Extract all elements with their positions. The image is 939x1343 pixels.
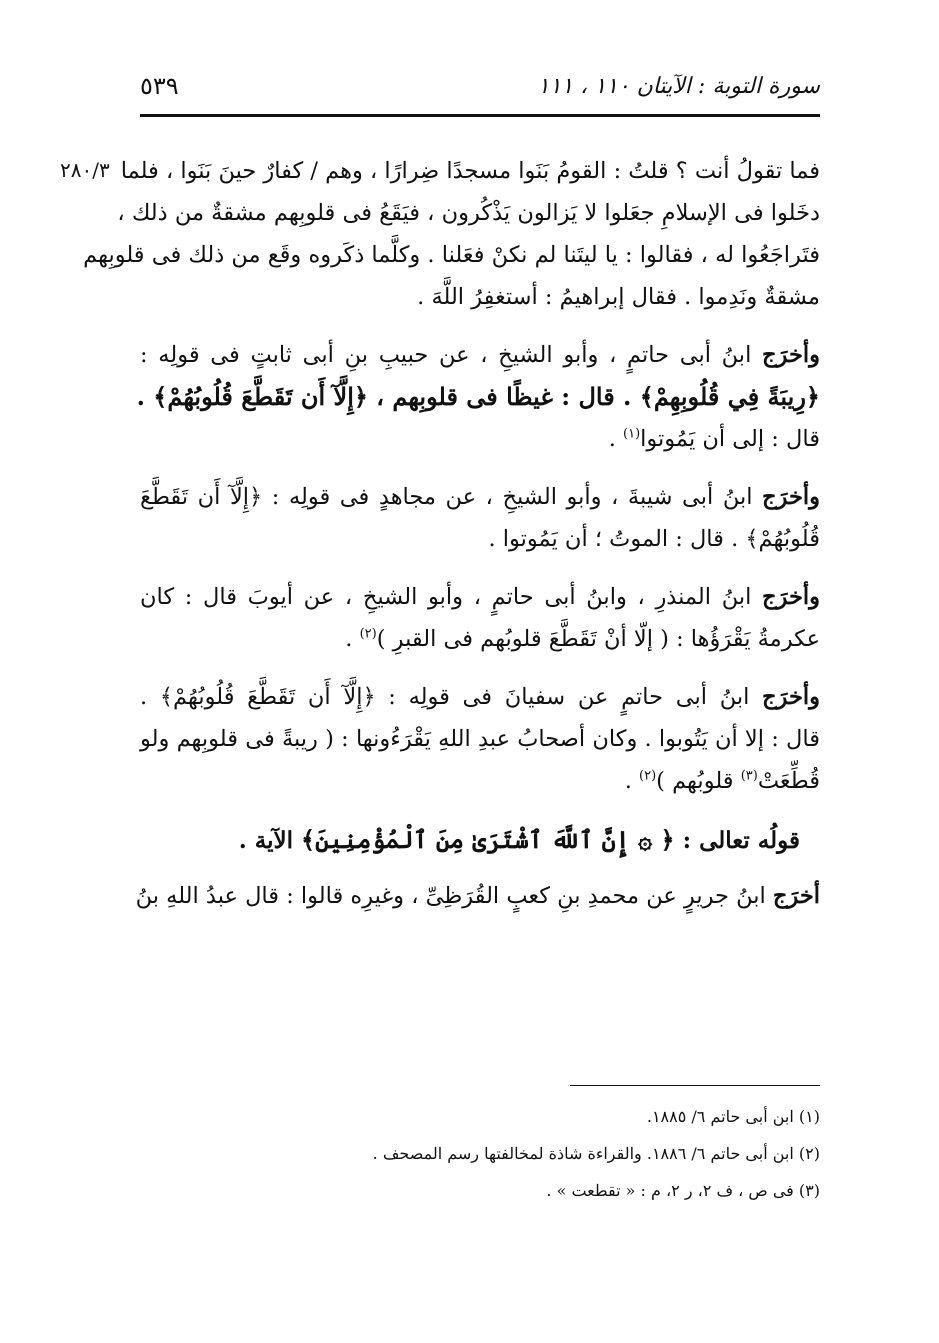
text-segment: ابنُ أبى حاتمٍ ، وأبو الشيخِ ، عن حبيبِ بنِ أبى ثابتٍ فى قولِه : [140,342,763,368]
text-segment: ابنُ أبى حاتمٍ عن سفيانَ فى قولِه : ﴿إِلَّآ أَن تَقَطَّعَ قُلُوبُهُمْ﴾ . [140,684,763,710]
text-segment: قال : إلى أن يَمُوتوا [640,426,820,452]
text-line: قال : إلى أن يَمُوتوا$^{(١)}$ . [608,426,820,452]
text-line [140,476,820,518]
footnote: (٣) فى ص ، ف ٢، ر ٢، م : « تقطعت » . [546,1181,820,1200]
paragraph [140,576,820,660]
text-segment: ابنُ المنذرِ ، وابنُ أبى حاتمٍ ، وأبو الشيخِ ، عن أيوبَ قال : كان [140,584,763,610]
text-line [140,334,820,376]
lead-word: أخرَج [772,883,820,909]
paragraph [140,476,820,560]
text-line: قُلُوبُهُمْ﴾ . قال : الموتُ ؛ أن يَمُوتوا . [488,526,820,552]
quran-line: ﴿رِيبَةً فِي قُلُوبِهِمْ﴾ . قال : غيظًا فى قلوبِهم ، ﴿إِلَّآ أَن تَقَطَّعَ قُلُوبُهُمْ﴾ . [136,382,820,411]
text-line: قُطِّعَتْ$^{(٣)}$ قلوبُهم )$^{(٢)}$ . [624,768,820,794]
text-line: قال : إلا أن يَتُوبوا . وكان أصحابُ عبدِ اللهِ يَقْرَءُونها : ( ريبةً فى قلوبِهم ولو [140,726,820,752]
margin-reference: ٢٨٠/٣ [60,158,110,182]
text-segment: ابنُ جريرٍ عن محمدِ بنِ كعبٍ القُرَظِىِّ ، وغيرِه قالوا : قال عبدُ اللهِ بنُ [135,883,773,909]
text-line: فتَراجَعُوا له ، فقالوا : يا ليتَنا لم نكنْ فعَلنا . وكلَّما ذكَروه وقَع من ذلك فى قلوبِهم [83,242,820,268]
text-segment: ابنُ أبى شيبةَ ، وأبو الشيخِ ، عن مجاهدٍ فى قولِه : ﴿إِلَّآ أَن تَقَطَّعَ [140,484,763,510]
footnote-marker: (٣) [740,768,758,784]
text-line [135,875,820,917]
text-segment: قلوبُهم ) [656,768,741,794]
lead-word: وأخرَج [762,584,820,610]
heading-suffix: الآية . [238,827,293,854]
page-number: ٥٣٩ [140,72,179,100]
paragraph [140,676,820,802]
lead-word: وأخرَج [762,342,820,368]
header-rule [140,114,820,117]
running-title: سورة التوبة : الآيتان ١١٠ ، ١١١ [537,73,820,99]
verse-heading [140,818,820,863]
footnote-rule [570,1085,820,1086]
text-line [140,576,820,618]
heading-label: قولُه تعالى : [682,827,800,854]
footnotes [140,1098,820,1209]
footnote: (١) ابن أبى حاتم ٦/ ١٨٨٥. [646,1107,820,1126]
footnote: (٢) ابن أبى حاتم ٦/ ١٨٨٦. والقراءة شاذة لمخالفتها رسم المصحف . [372,1144,820,1163]
footnote-marker: (٢) [639,768,657,784]
text-line: دخَلوا فى الإسلامِ جعَلوا لا يَزالون يَذْكُرون ، فيَقَعُ فى قلوبِهم مشقةٌ من ذلك ، [117,200,820,226]
text-segment: عكرمةُ يَقْرَؤُها : ( إلّا أنْ تَقَطَّعَ قلوبُهم فى القبرِ ) [376,626,820,652]
paragraph [135,875,820,917]
text-line: مشقةٌ ونَدِموا . فقال إبراهيمُ : أستغفِرُ اللَّهَ . [417,284,820,310]
text-line: فما تقولُ أنت ؟ قلتُ : القومُ بَنَوا مسجدًا ضِرارًا ، وهم / كفارٌ حينَ بَنَوا ، فلما [120,158,820,184]
quran-verse: ﴿ ۞ إِنَّ ٱللَّهَ ٱشْتَرَىٰ مِنَ ٱلْمُؤْمِنِينَ﴾ [301,825,675,854]
lead-word: وأخرَج [762,684,820,710]
footnote-marker: (٢) [359,626,377,642]
text-segment: قُطِّعَتْ [757,768,820,794]
footnote-marker: (١) [623,426,641,442]
text-line: عكرمةُ يَقْرَؤُها : ( إلّا أنْ تَقَطَّعَ قلوبُهم فى القبرِ )$^{(٢)}$ . [345,626,820,652]
paragraph [136,334,820,460]
text-line [140,676,820,718]
lead-word: وأخرَج [762,484,820,510]
page-header [140,66,820,106]
